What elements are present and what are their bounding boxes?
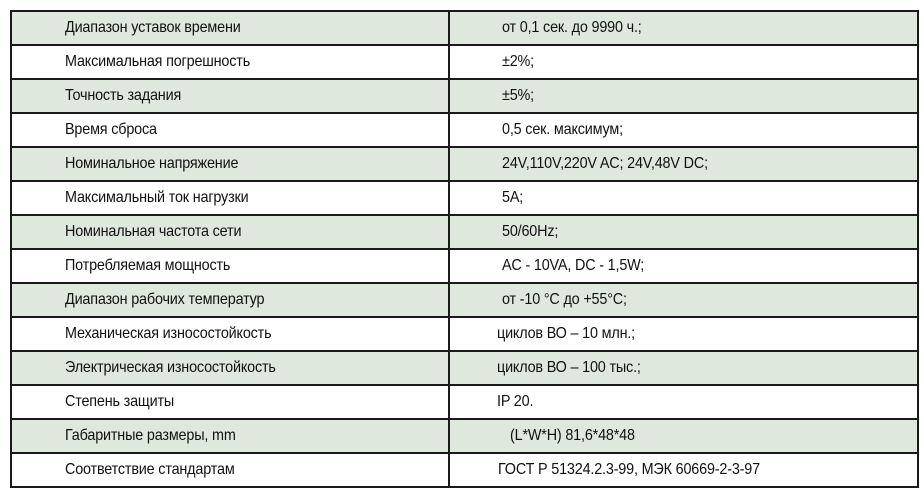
table-row bbox=[11, 351, 918, 385]
value-cell bbox=[449, 79, 918, 113]
parameter-cell bbox=[11, 147, 449, 181]
table-row bbox=[11, 147, 918, 181]
parameter-cell bbox=[11, 11, 449, 45]
value-cell bbox=[449, 317, 918, 351]
parameter-cell bbox=[11, 385, 449, 419]
value-cell bbox=[449, 283, 918, 317]
parameter-name: Точность задания bbox=[65, 87, 182, 104]
parameter-cell bbox=[11, 215, 449, 249]
parameter-cell bbox=[11, 419, 449, 453]
table-row bbox=[11, 283, 918, 317]
parameter-name: Механическая износостойкость bbox=[65, 325, 272, 342]
table-row bbox=[11, 113, 918, 147]
table-row bbox=[11, 45, 918, 79]
parameter-cell bbox=[11, 453, 449, 487]
value-cell bbox=[449, 385, 918, 419]
value-cell bbox=[449, 181, 918, 215]
parameter-name: Номинальное напряжение bbox=[65, 155, 239, 172]
parameter-value: ±5%; bbox=[502, 87, 535, 104]
parameter-value: (L*W*H) 81,6*48*48 bbox=[510, 427, 635, 444]
table-row bbox=[11, 317, 918, 351]
value-cell bbox=[449, 11, 918, 45]
parameter-name: Номинальная частота сети bbox=[65, 223, 242, 240]
parameter-cell bbox=[11, 351, 449, 385]
parameter-cell bbox=[11, 113, 449, 147]
parameter-cell bbox=[11, 283, 449, 317]
value-cell bbox=[449, 419, 918, 453]
parameter-value: 5A; bbox=[502, 189, 524, 206]
table-row bbox=[11, 181, 918, 215]
parameter-value: ±2%; bbox=[502, 53, 535, 70]
parameter-value: 24V,110V,220V AC; 24V,48V DC; bbox=[502, 155, 708, 172]
parameter-value: циклов ВО – 100 тыс.; bbox=[497, 359, 641, 376]
value-cell bbox=[449, 249, 918, 283]
value-cell bbox=[449, 453, 918, 487]
parameter-cell bbox=[11, 45, 449, 79]
value-cell bbox=[449, 113, 918, 147]
table-row bbox=[11, 11, 918, 45]
parameter-cell bbox=[11, 79, 449, 113]
table-row bbox=[11, 215, 918, 249]
parameter-name: Максимальный ток нагрузки bbox=[65, 189, 249, 206]
parameter-name: Электрическая износостойкость bbox=[65, 359, 276, 376]
specifications-table bbox=[10, 10, 919, 488]
parameter-name: Диапазон уставок времени bbox=[65, 19, 241, 36]
parameter-name: Диапазон рабочих температур bbox=[65, 291, 265, 308]
parameter-name: Потребляемая мощность bbox=[65, 257, 231, 274]
parameter-name: Время сброса bbox=[65, 121, 157, 138]
parameter-value: от -10 °C до +55°C; bbox=[502, 291, 627, 308]
parameter-value: IP 20. bbox=[497, 393, 534, 410]
parameter-value: от 0,1 сек. до 9990 ч.; bbox=[502, 19, 642, 36]
parameter-name: Максимальная погрешность bbox=[65, 53, 251, 70]
value-cell bbox=[449, 147, 918, 181]
parameter-cell bbox=[11, 181, 449, 215]
table-row bbox=[11, 419, 918, 453]
parameter-value: 50/60Hz; bbox=[502, 223, 559, 240]
parameter-cell bbox=[11, 249, 449, 283]
table-row bbox=[11, 385, 918, 419]
table-row bbox=[11, 79, 918, 113]
value-cell bbox=[449, 351, 918, 385]
table-row bbox=[11, 453, 918, 487]
parameter-name: Степень защиты bbox=[65, 393, 175, 410]
table-row bbox=[11, 249, 918, 283]
parameter-cell bbox=[11, 317, 449, 351]
value-cell bbox=[449, 215, 918, 249]
value-cell bbox=[449, 45, 918, 79]
parameter-name: Габаритные размеры, mm bbox=[65, 427, 236, 444]
parameter-name: Соответствие стандартам bbox=[65, 461, 235, 478]
parameter-value: AC - 10VA, DC - 1,5W; bbox=[502, 257, 645, 274]
parameter-value: циклов ВО – 10 млн.; bbox=[497, 325, 635, 342]
parameter-value: ГОСТ Р 51324.2.3-99, МЭК 60669-2-3-97 bbox=[498, 461, 760, 478]
parameter-value: 0,5 сек. максимум; bbox=[502, 121, 623, 138]
